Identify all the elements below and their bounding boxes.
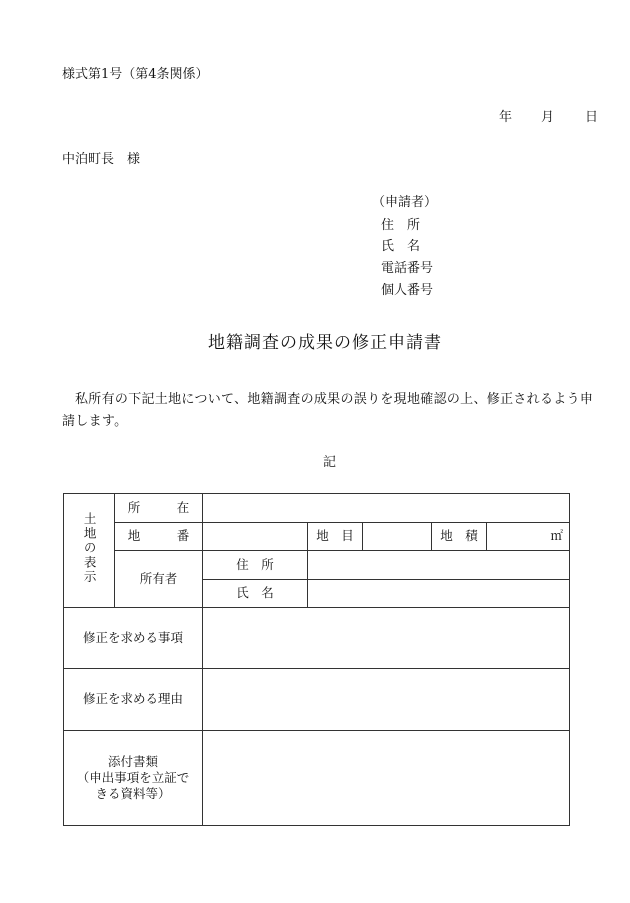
attachments-label-line1: 添付書類 <box>107 753 158 769</box>
correction-items-input-cell[interactable] <box>203 608 570 669</box>
area-label-cell <box>432 523 487 551</box>
land-category-input-cell[interactable] <box>363 523 432 551</box>
land-display-label: 土地の表示 <box>82 512 98 585</box>
applicant-phone-label: 電話番号 <box>381 261 434 276</box>
area-input-cell[interactable] <box>487 523 570 551</box>
owner-name-label-cell <box>203 580 308 608</box>
land-display-label-cell <box>64 494 115 608</box>
correction-reason-input-cell[interactable] <box>203 669 570 731</box>
ki-heading: 記 <box>323 455 337 470</box>
area-label: 地 積 <box>440 528 478 544</box>
owner-name-label: 氏 名 <box>236 585 274 601</box>
date-year-label: 年 <box>499 110 513 125</box>
applicant-heading: （申請者） <box>372 195 438 210</box>
correction-items-label-cell <box>64 608 203 669</box>
land-correction-table <box>63 493 570 826</box>
correction-items-label: 修正を求める事項 <box>82 629 183 645</box>
applicant-name-label: 氏 名 <box>381 239 421 254</box>
area-unit: ㎡ <box>550 528 564 544</box>
applicant-address-label: 住 所 <box>381 218 421 233</box>
lot-number-input-cell[interactable] <box>203 523 308 551</box>
applicant-my-number-label: 個人番号 <box>381 283 434 298</box>
location-input-cell[interactable] <box>203 494 570 523</box>
land-category-label-cell <box>308 523 363 551</box>
correction-reason-label-cell <box>64 669 203 731</box>
owner-address-input-cell[interactable] <box>308 551 570 580</box>
date-day-label: 日 <box>585 110 599 125</box>
form-number: 様式第1号（第4条関係） <box>62 67 209 82</box>
owner-address-label: 住 所 <box>236 556 274 572</box>
owner-label: 所有者 <box>139 570 178 586</box>
land-category-label: 地 目 <box>316 528 354 544</box>
correction-reason-label: 修正を求める理由 <box>82 691 183 707</box>
owner-address-label-cell <box>203 551 308 580</box>
owner-name-input-cell[interactable] <box>308 580 570 608</box>
lot-number-label: 地 番 <box>127 528 202 544</box>
attachments-label-line3: きる資料等） <box>95 786 171 802</box>
document-title: 地籍調査の成果の修正申請書 <box>208 333 442 353</box>
date-month-label: 月 <box>541 110 555 125</box>
location-label-cell <box>115 494 203 523</box>
attachments-input-cell[interactable] <box>203 731 570 826</box>
attachments-label-cell <box>64 731 203 826</box>
lot-number-label-cell <box>115 523 203 551</box>
attachments-label-line2: （申出事項を立証で <box>76 769 190 785</box>
owner-label-cell <box>115 551 203 608</box>
location-label: 所 在 <box>127 499 202 515</box>
request-statement: 私所有の下記土地について、地籍調査の成果の誤りを現地確認の上、修正されるよう申請します。 <box>62 392 594 429</box>
addressee: 中泊町長 様 <box>62 152 141 167</box>
